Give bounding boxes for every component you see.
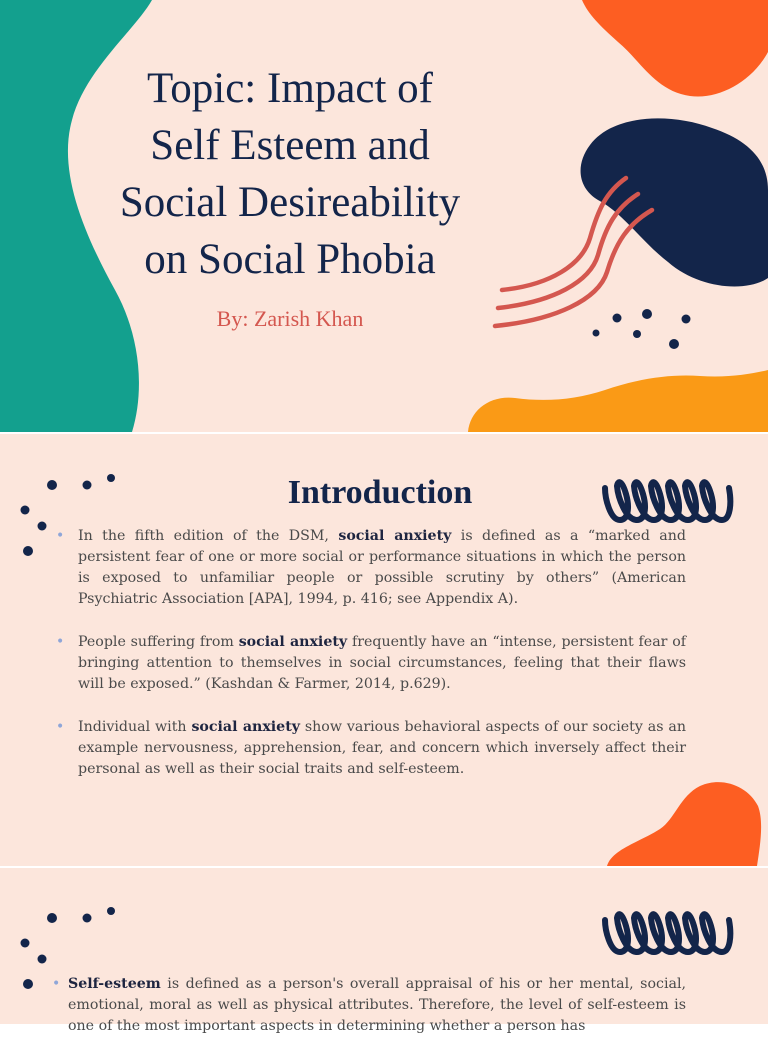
bullet-text: is defined as a person's overall appraisal of his or her mental, social, emotional, moral as well as physical attributes. Therefore, the level of self-esteem is one of the most important aspects in determining whether a person has bbox=[68, 976, 686, 1034]
list-item bbox=[78, 632, 686, 695]
orange-blob-shape bbox=[582, 0, 768, 97]
list-item bbox=[78, 717, 686, 780]
curvy-lines-icon bbox=[495, 178, 652, 326]
title-line: Self Esteem and bbox=[150, 122, 430, 169]
bullet-text: Individual with bbox=[78, 719, 192, 735]
self-esteem-bullet-list bbox=[68, 974, 686, 1059]
squiggle-icon bbox=[605, 482, 730, 520]
title-line: Topic: Impact of bbox=[147, 65, 433, 112]
bullet-bold-term: social anxiety bbox=[238, 634, 348, 650]
list-item bbox=[68, 974, 686, 1037]
title-slide bbox=[0, 0, 768, 432]
introduction-slide bbox=[0, 434, 768, 866]
presentation-title bbox=[90, 60, 490, 288]
yellow-blob-shape bbox=[468, 370, 768, 432]
bullet-text: In the fifth edition of the DSM, bbox=[78, 528, 339, 544]
dots-icon bbox=[593, 309, 691, 349]
bullet-bold-term: social anxiety bbox=[191, 719, 300, 735]
section-heading: Introduction bbox=[287, 474, 473, 511]
self-esteem-slide bbox=[0, 868, 768, 1034]
bullet-text: People suffering from bbox=[78, 634, 239, 650]
bullet-bold-term: social anxiety bbox=[338, 528, 452, 544]
list-item bbox=[78, 526, 686, 610]
bullet-text: is defined as a “marked and persistent fear of one or more social or performance situations in which the person is exposed to unfamiliar people or possible scrutiny by others” (American Psychiatric Association [APA], 1994, p. 416; see Appendix A). bbox=[78, 528, 686, 607]
squiggle-icon bbox=[605, 914, 730, 952]
bullet-bold-term: Self-esteem bbox=[68, 976, 161, 992]
author-byline: By: Zarish Khan bbox=[216, 306, 364, 331]
title-line: on Social Phobia bbox=[144, 236, 436, 283]
bullet-text: frequently have an “intense, persistent fear of bringing attention to themselves in social circumstances, feeling that their flaws will be exposed.” (Kashdan & Farmer, 2014, p.629). bbox=[78, 634, 687, 692]
title-line: Social Desireability bbox=[119, 179, 461, 226]
intro-bullet-list bbox=[78, 526, 686, 802]
bullet-text: show various behavioral aspects of our society as an example nervousness, apprehension, fear, and concern which inversely affect their personal as well as their social traits and self-esteem. bbox=[78, 719, 686, 777]
